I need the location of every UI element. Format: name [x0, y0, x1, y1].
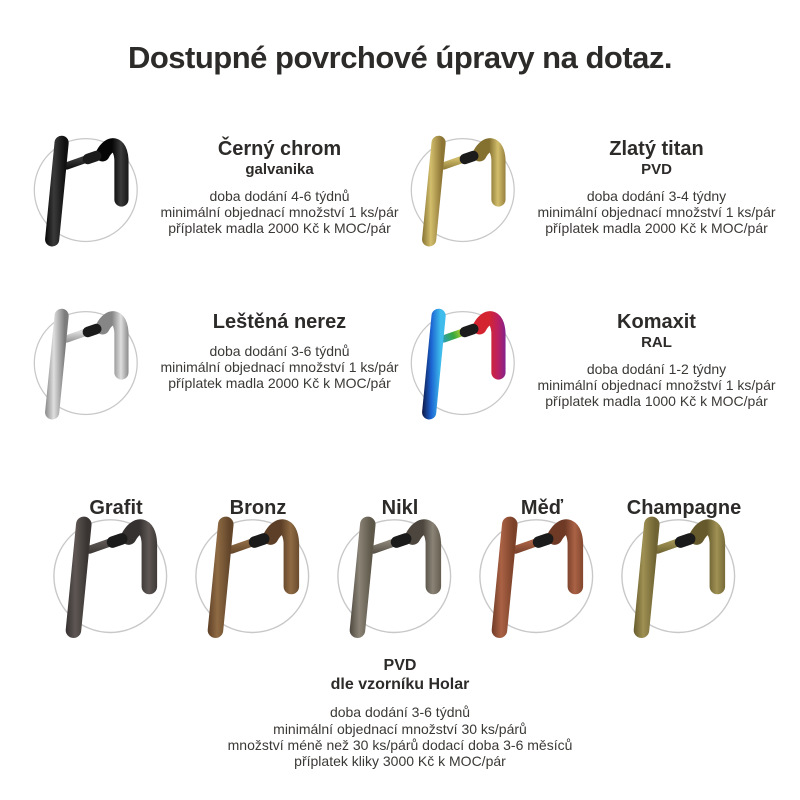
door-pull-handle-graphic: [28, 299, 154, 425]
handle-left-tube: [357, 524, 367, 630]
swatch-nikl: [331, 497, 469, 644]
finish-card-lestena-nerez: [28, 299, 405, 425]
handle-image-bronz: [189, 506, 327, 644]
handle-collar: [539, 539, 548, 542]
pvd-note-subtitle: dle vzorníku Holar: [330, 676, 470, 694]
swatch-med: [473, 497, 611, 644]
finish-name: Komaxit: [617, 311, 696, 333]
handle-left-tube: [429, 143, 438, 240]
pvd-note-line: příplatek kliky 3000 Kč k MOC/pár: [294, 753, 506, 770]
finish-detail-line: minimální objednací množství 1 ks/pár: [537, 377, 776, 394]
pvd-note-line: množství méně než 30 ks/párů dodací doba 3-6 měsíců: [227, 736, 573, 753]
swatch-label: Nikl: [381, 497, 419, 519]
door-pull-handle-graphic: [28, 126, 154, 252]
page-title: Dostupné povrchové úpravy na dotaz.: [127, 40, 673, 75]
door-pull-handle-graphic: [405, 126, 531, 252]
handle-image-cerny-chrom: [28, 126, 154, 252]
finish-method: PVD: [641, 161, 672, 178]
swatch-label: Měď: [520, 497, 564, 519]
finish-details: [154, 188, 405, 237]
handle-image-nikl: [331, 506, 469, 644]
handle-image-grafit: [47, 506, 185, 644]
handle-collar: [465, 156, 473, 159]
handle-left-tube: [73, 524, 83, 630]
door-pull-handle-graphic: [473, 506, 611, 644]
finish-grid: [28, 126, 782, 425]
finish-detail-line: doba dodání 3-4 týdny: [586, 188, 727, 204]
finish-info-lestena-nerez: [154, 299, 405, 392]
handle-left-tube: [215, 524, 225, 630]
finish-info-cerny-chrom: [154, 126, 405, 237]
finish-method: RAL: [641, 334, 672, 351]
handle-image-komaxit: [405, 299, 531, 425]
swatch-label: Champagne: [626, 497, 742, 519]
finish-detail-line: příplatek madla 2000 Kč k MOC/pár: [168, 220, 391, 237]
pvd-note-details: [0, 704, 800, 769]
finish-detail-line: minimální objednací množství 1 ks/pár: [160, 359, 399, 376]
handle-image-lestena-nerez: [28, 299, 154, 425]
finish-detail-line: příplatek madla 2000 Kč k MOC/pár: [168, 375, 391, 392]
finish-name: Zlatý titan: [609, 138, 704, 160]
handle-left-tube: [641, 524, 651, 630]
finish-detail-line: příplatek madla 1000 Kč k MOC/pár: [545, 393, 768, 410]
handle-image-champagne: [615, 506, 753, 644]
handle-left-tube: [52, 143, 61, 240]
finish-name: Černý chrom: [217, 138, 342, 160]
finish-method: galvanika: [245, 161, 314, 178]
handle-collar: [88, 156, 96, 159]
swatch-bronz: [189, 497, 327, 644]
finish-card-cerny-chrom: [28, 126, 405, 252]
swatch-label: Bronz: [229, 497, 287, 519]
finish-info-komaxit: [531, 299, 782, 410]
finish-detail-line: minimální objednací množství 1 ks/pár: [160, 204, 399, 221]
handle-left-tube: [429, 316, 438, 413]
door-pull-handle-graphic: [615, 506, 753, 644]
handle-collar: [681, 539, 690, 542]
handle-image-zlaty-titan: [405, 126, 531, 252]
finish-details: [531, 188, 782, 237]
finish-card-komaxit: [405, 299, 782, 425]
door-pull-handle-graphic: [189, 506, 327, 644]
pvd-note: [0, 656, 800, 769]
handle-collar: [88, 329, 96, 332]
swatch-label: Grafit: [89, 497, 143, 519]
handle-collar: [113, 539, 122, 542]
handle-left-tube: [499, 524, 509, 630]
swatch-champagne: [615, 497, 753, 644]
handle-collar: [255, 539, 264, 542]
pvd-note-line: doba dodání 3-6 týdnů: [329, 704, 471, 721]
door-pull-handle-graphic: [47, 506, 185, 644]
finish-detail-line: příplatek madla 2000 Kč k MOC/pár: [545, 220, 768, 237]
handle-collar: [397, 539, 406, 542]
finish-details: [531, 361, 782, 410]
finish-details: [154, 343, 405, 392]
swatch-row: [0, 497, 800, 644]
finish-detail-line: doba dodání 3-6 týdnů: [209, 343, 350, 359]
finish-detail-line: doba dodání 4-6 týdnů: [209, 188, 350, 204]
finish-card-zlaty-titan: [405, 126, 782, 252]
finish-detail-line: minimální objednací množství 1 ks/pár: [537, 204, 776, 221]
pvd-note-title: PVD: [383, 657, 417, 674]
pvd-note-line: minimální objednací množství 30 ks/párů: [273, 720, 527, 737]
handle-left-tube: [52, 316, 61, 413]
handle-image-med: [473, 506, 611, 644]
swatch-grafit: [47, 497, 185, 644]
door-pull-handle-graphic: [405, 299, 531, 425]
finish-detail-line: doba dodání 1-2 týdny: [586, 361, 727, 377]
finish-name: Leštěná nerez: [212, 311, 347, 333]
door-pull-handle-graphic: [331, 506, 469, 644]
handle-collar: [465, 329, 473, 332]
finish-info-zlaty-titan: [531, 126, 782, 237]
